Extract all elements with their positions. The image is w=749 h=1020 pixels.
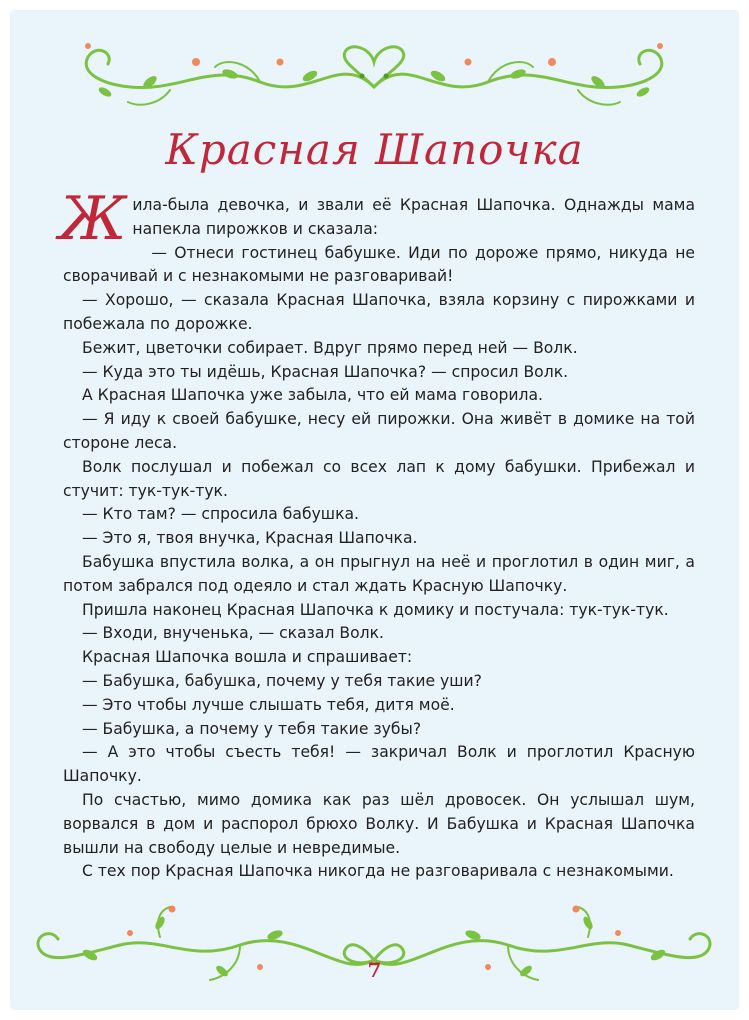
story-text [59, 184, 695, 884]
paragraph: — Это я, твоя внучка, Красная Шапочка. [82, 529, 418, 548]
paragraph: — Куда это ты идёшь, Красная Шапочка? — спросил Волк. [82, 362, 569, 381]
paragraph: Жила-была девочка, и звали её Красная Шапочка. Однажды мама напекла пирожков и сказала: [59, 184, 695, 254]
paragraph: Волк послушал и побежал со всех лап к дому бабушки. Прибежал и стучит: тук-тук-тук. [63, 457, 695, 500]
paragraph: Бабушка впустила волка, а он прыгнул на неё и проглотил в один миг, а потом забрался под одеяло и стал ждать Красную Шапочку. [63, 552, 695, 595]
paragraph: — Бабушка, а почему у тебя такие зубы? [82, 719, 422, 738]
paragraph: — Кто там? — спросила бабушка. [82, 505, 360, 524]
paragraph: — Я иду к своей бабушке, несу ей пирожки. Она живёт в домике на той стороне леса. [63, 410, 695, 452]
drop-cap: Ж [59, 184, 127, 254]
paragraph: Пришла наконец Красная Шапочка к домику и постучала: тук-тук-тук. [82, 600, 669, 619]
paragraph: А Красная Шапочка уже забыла, что ей мама говорила. [82, 386, 544, 405]
paragraph: — Хорошо, — сказала Красная Шапочка, взяла корзину с пирожками и побежала по дорожке. [63, 291, 695, 333]
paragraph: — Бабушка, бабушка, почему у тебя такие уши? [82, 671, 482, 690]
top-floral-ornament [10, 32, 739, 122]
page-number: 7 [367, 958, 382, 982]
paragraph: С тех пор Красная Шапочка никогда не разговаривала с незнакомыми. [82, 862, 674, 881]
paragraph: — Это чтобы лучше слышать тебя, дитя моё. [82, 695, 455, 714]
paragraph: — Входи, внученька, — сказал Волк. [82, 624, 384, 643]
bottom-floral-ornament [10, 905, 739, 1000]
book-page [10, 10, 739, 1010]
story-title: Красная Шапочка [165, 125, 584, 174]
paragraph: Бежит, цветочки собирает. Вдруг прямо перед ней — Волк. [82, 338, 578, 357]
paragraph: По счастью, мимо домика как раз шёл дровосек. Он услышал шум, ворвался в дом и распорол брюхо Волку. И Бабушка и Красная Шапочка вышли на свободу целые и невредимые. [63, 790, 695, 857]
paragraph: Красная Шапочка вошла и спрашивает: [82, 648, 413, 667]
paragraph: — А это чтобы съесть тебя! — закричал Волк и проглотил Красную Шапочку. [63, 743, 695, 786]
paragraph: — Отнеси гостинец бабушке. Иди по дороже прямо, никуда не сворачивай и с незнакомыми не разговаривай! [63, 243, 695, 286]
